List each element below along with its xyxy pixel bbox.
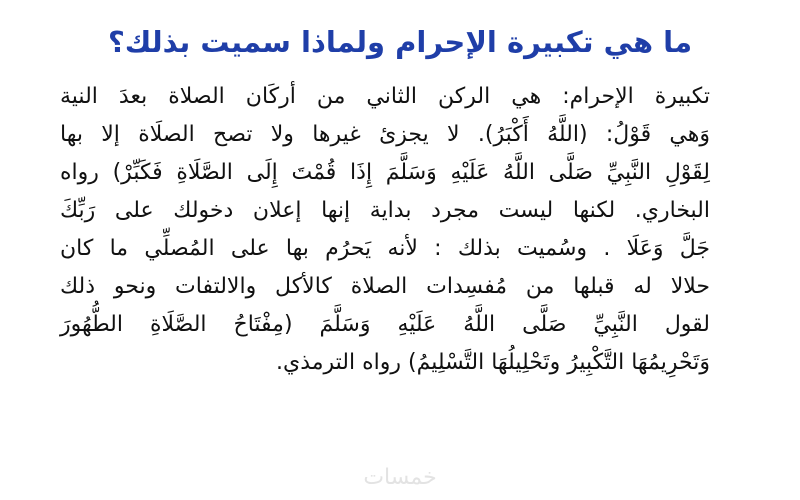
- paragraph-line-3: لِقَوْلِ النَّبِيِّ صَلَّى اللَّهُ عَلَيْهِ وَسَلَّمَ إِذَا قُمْتَ إِلَى الصَّلَاةِ فَكَبِّرْ) رواه: [60, 160, 710, 185]
- paragraph-line-8: وَتَحْرِيمُهَا التَّكْبِيرُ وتَحْلِيلُهَا التَّسْلِيمُ) رواه الترمذي.: [275, 350, 710, 375]
- paragraph-line-2: وَهي قَوْلُ: (اللَّهُ أَكْبَرُ). لا يجزئ غيرها ولا تصح الصلَاة إلا بها: [60, 122, 710, 147]
- watermark-logo: خمسات: [363, 465, 437, 490]
- paragraph-line-1: تكبيرة الإحرام: هي الركن الثاني من أركَان الصلاة بعدَ النية: [60, 84, 710, 109]
- paragraph-line-6: حلالا له قبلها من مُفسِدات الصلاة كالأكل والالتفات ونحو ذلك: [60, 274, 710, 299]
- page-title: ما هي تكبيرة الإحرام ولماذا سميت بذلك؟: [107, 25, 693, 59]
- paragraph-line-4: البخاري. لكنها ليست مجرد بداية إنها إعلان دخولك على رَبِّكَ: [60, 198, 710, 223]
- paragraph-line-7: لقول النَّبِيِّ صَلَّى اللَّهُ عَلَيْهِ وَسَلَّمَ (مِفْتَاحُ الصَّلَاةِ الطُّهُورَ: [60, 312, 710, 337]
- article-body: [60, 78, 710, 382]
- paragraph-line-5: جَلَّ وَعَلَا . وسُميت بذلك : لأنه يَحرُم بها على المُصلِّي ما كان: [60, 236, 710, 261]
